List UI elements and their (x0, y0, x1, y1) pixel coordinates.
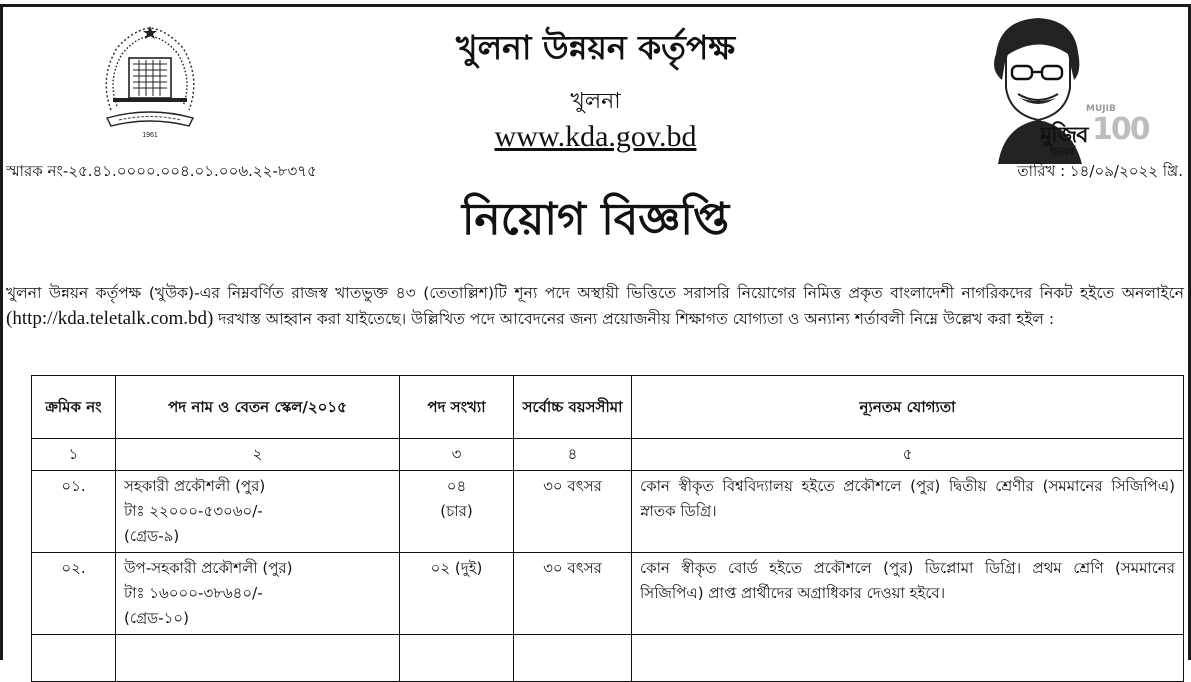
row-post-cell (116, 553, 400, 635)
column-number-row (32, 439, 1184, 471)
column-number: ১ (32, 439, 116, 471)
header-count: পদ সংখ্যা (400, 376, 514, 439)
row-count-cell (400, 471, 514, 553)
row-count: ০৪ (446, 477, 467, 495)
table-row-partial (32, 635, 1184, 682)
column-number: ৩ (400, 439, 514, 471)
jobs-table (31, 375, 1184, 682)
memo-reference: স্মারক নং-২৫.৪১.০০০০.০০৪.০১.০০৬.২২-৮৩৭৫ (6, 162, 317, 180)
mujib-100-text: 100 (1092, 112, 1149, 147)
mujib-subtitle: শতবর্ষ (1050, 147, 1075, 158)
emblem-year: 1961 (142, 132, 158, 139)
row-partial-cell (32, 635, 116, 682)
table-row (32, 471, 1184, 553)
document-border-top (0, 4, 1191, 7)
row-partial-cell (632, 635, 1184, 682)
header-serial: ক্রমিক নং (32, 376, 116, 439)
row-pay-scale: টাঃ ২২০০০-৫৩০৬০/- (124, 502, 263, 520)
row-grade: (গ্রেড-১০) (124, 609, 189, 627)
intro-text-part1: খুলনা উন্নয়ন কর্তৃপক্ষ (খুউক)-এর নিম্নবর্ণিত রাজস্ব খাতভুক্ত ৪৩ (তেতাল্লিশ)টি শূন্য পদে অস্থায়ী ভিত্তিতে সরাসরি নিয়োগের নিমিত্ত প্রকৃত বাংলাদেশী নাগরিকদের নিকট হইতে অনলাইনে (6, 284, 1184, 302)
header-age: সর্বোচ্চ বয়সসীমা (514, 376, 632, 439)
row-age: ৩০ বৎসর (514, 471, 632, 553)
row-serial: ০২. (32, 553, 116, 635)
row-qualification: কোন স্বীকৃত বোর্ড হইতে প্রকৌশলে (পুর) ডিপ্লোমা ডিগ্রি। প্রথম শ্রেণি (সমমানের সিজিপিএ) প্রাপ্ত প্রার্থীদের অগ্রাধিকার দেওয়া হইবে। (632, 553, 1184, 635)
table-row (32, 553, 1184, 635)
table-header-row (32, 376, 1184, 439)
row-post-name: উপ-সহকারী প্রকৌশলী (পুর) (124, 559, 293, 577)
row-pay-scale: টাঃ ১৬০০০-৩৮৬৪০/- (124, 584, 263, 602)
application-url-link[interactable]: (http://kda.teletalk.com.bd) (6, 308, 214, 329)
org-title: খুলনা উন্নয়ন কর্তৃপক্ষ (455, 28, 736, 67)
row-partial-cell (514, 635, 632, 682)
row-qualification: কোন স্বীকৃত বিশ্ববিদ্যালয় হইতে প্রকৌশলে (পুর) দ্বিতীয় শ্রেণীর (সমমানের সিজিপিএ) স্নাতক ডিগ্রি। (632, 471, 1184, 553)
row-count: ০২ (দুই) (430, 559, 483, 577)
column-number: ৪ (514, 439, 632, 471)
row-grade: (গ্রেড-৯) (124, 527, 180, 545)
notice-title: নিয়োগ বিজ্ঞপ্তি (461, 194, 730, 245)
row-partial-cell (400, 635, 514, 682)
header-post: পদ নাম ও বেতন স্কেল/২০১৫ (116, 376, 400, 439)
mujib-en-text: MUJIB (1086, 104, 1116, 114)
org-city: খুলনা (570, 89, 621, 114)
row-count-cell (400, 553, 514, 635)
row-count-words: (চার) (440, 502, 473, 520)
column-number: ৫ (632, 439, 1184, 471)
mujib-bn-text: মুজিব (1040, 123, 1088, 148)
intro-paragraph (6, 280, 1184, 332)
column-number: ২ (116, 439, 400, 471)
header-qualification: ন্যূনতম যোগ্যতা (632, 376, 1184, 439)
memo-date: তারিখ : ১৪/০৯/২০২২ খ্রি. (1017, 162, 1183, 180)
row-age: ৩০ বৎসর (514, 553, 632, 635)
row-partial-cell (116, 635, 400, 682)
row-post-cell (116, 471, 400, 553)
row-serial: ০১. (32, 471, 116, 553)
website-link[interactable]: www.kda.gov.bd (494, 120, 697, 153)
intro-text-part2: দরখাস্ত আহ্বান করা যাইতেছে। উল্লিখিত পদে আবেদনের জন্য প্রয়োজনীয় শিক্ষাগত যোগ্যতা ও অন্যান্য শর্তাবলী নিম্নে উল্লেখ করা হইল : (213, 310, 1055, 328)
row-post-name: সহকারী প্রকৌশলী (পুর) (124, 477, 266, 495)
